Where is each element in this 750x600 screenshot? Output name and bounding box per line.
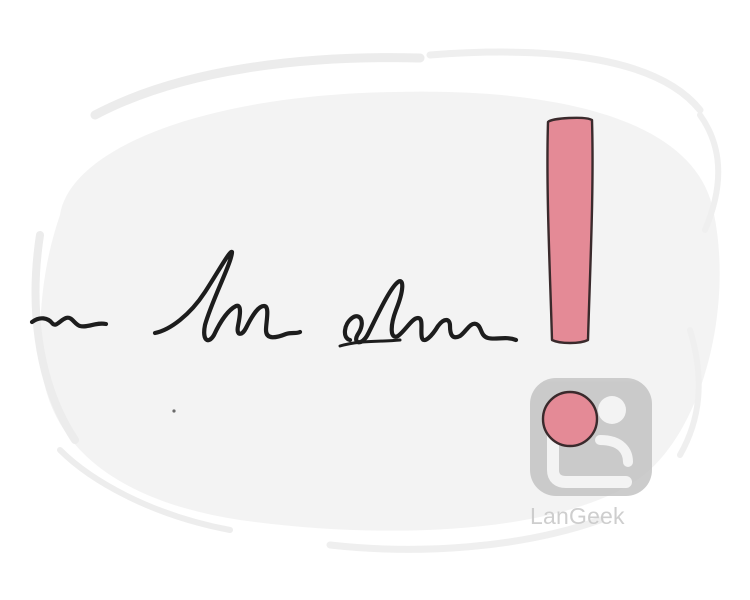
langeek-watermark: LanGeek [530, 503, 625, 529]
exclamation-bar [547, 118, 592, 343]
ink-dot [172, 409, 175, 412]
exclamation-dot [543, 392, 597, 446]
